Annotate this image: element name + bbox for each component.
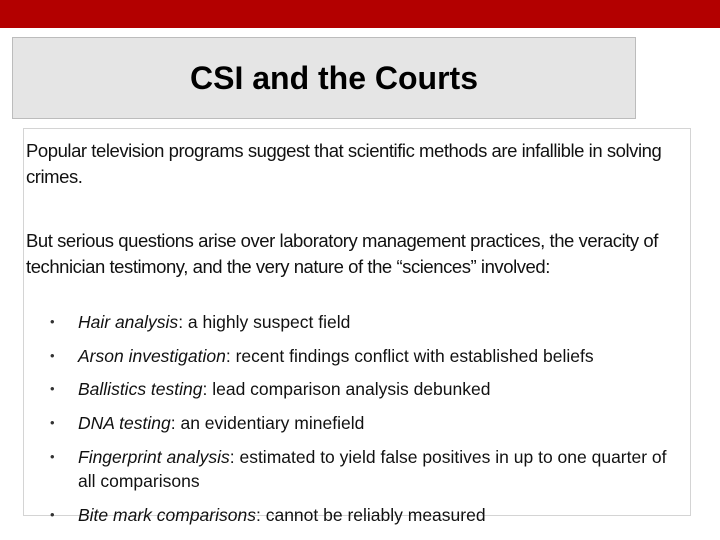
bullet-term: Ballistics testing <box>78 379 203 399</box>
top-accent-bar <box>0 0 720 28</box>
bullet-term: Arson investigation <box>78 346 226 366</box>
bullet-icon: • <box>50 449 55 464</box>
intro-paragraph: Popular television programs suggest that scientific methods are infallible in solving crimes. <box>26 140 662 187</box>
bullet-term: Hair analysis <box>78 312 179 332</box>
bullet-icon: • <box>50 314 55 329</box>
bullet-icon: • <box>50 348 55 363</box>
bullet-icon: • <box>50 507 55 522</box>
bullet-text: : an evidentiary minefield <box>170 413 365 433</box>
bullet-text: : recent findings conflict with established beliefs <box>225 346 594 366</box>
bullet-text: : a highly suspect field <box>178 312 351 332</box>
title-box <box>12 37 636 119</box>
questions-paragraph: But serious questions arise over laboratory management practices, the veracity of technician testimony, and the very nature of the “sciences” involved: <box>26 230 658 277</box>
bullet-term: Fingerprint analysis <box>78 447 230 467</box>
bullet-text: : estimated to yield false positives in up to one quarter of all comparisons <box>78 447 667 491</box>
bullet-icon: • <box>50 381 55 396</box>
bullet-text: : cannot be reliably measured <box>255 505 486 525</box>
slide-title: CSI and the Courts <box>189 59 478 96</box>
bullet-icon: • <box>50 415 55 430</box>
bullet-term: Bite mark comparisons <box>78 505 256 525</box>
bullet-text: : lead comparison analysis debunked <box>202 379 491 399</box>
bullet-term: DNA testing <box>78 413 171 433</box>
